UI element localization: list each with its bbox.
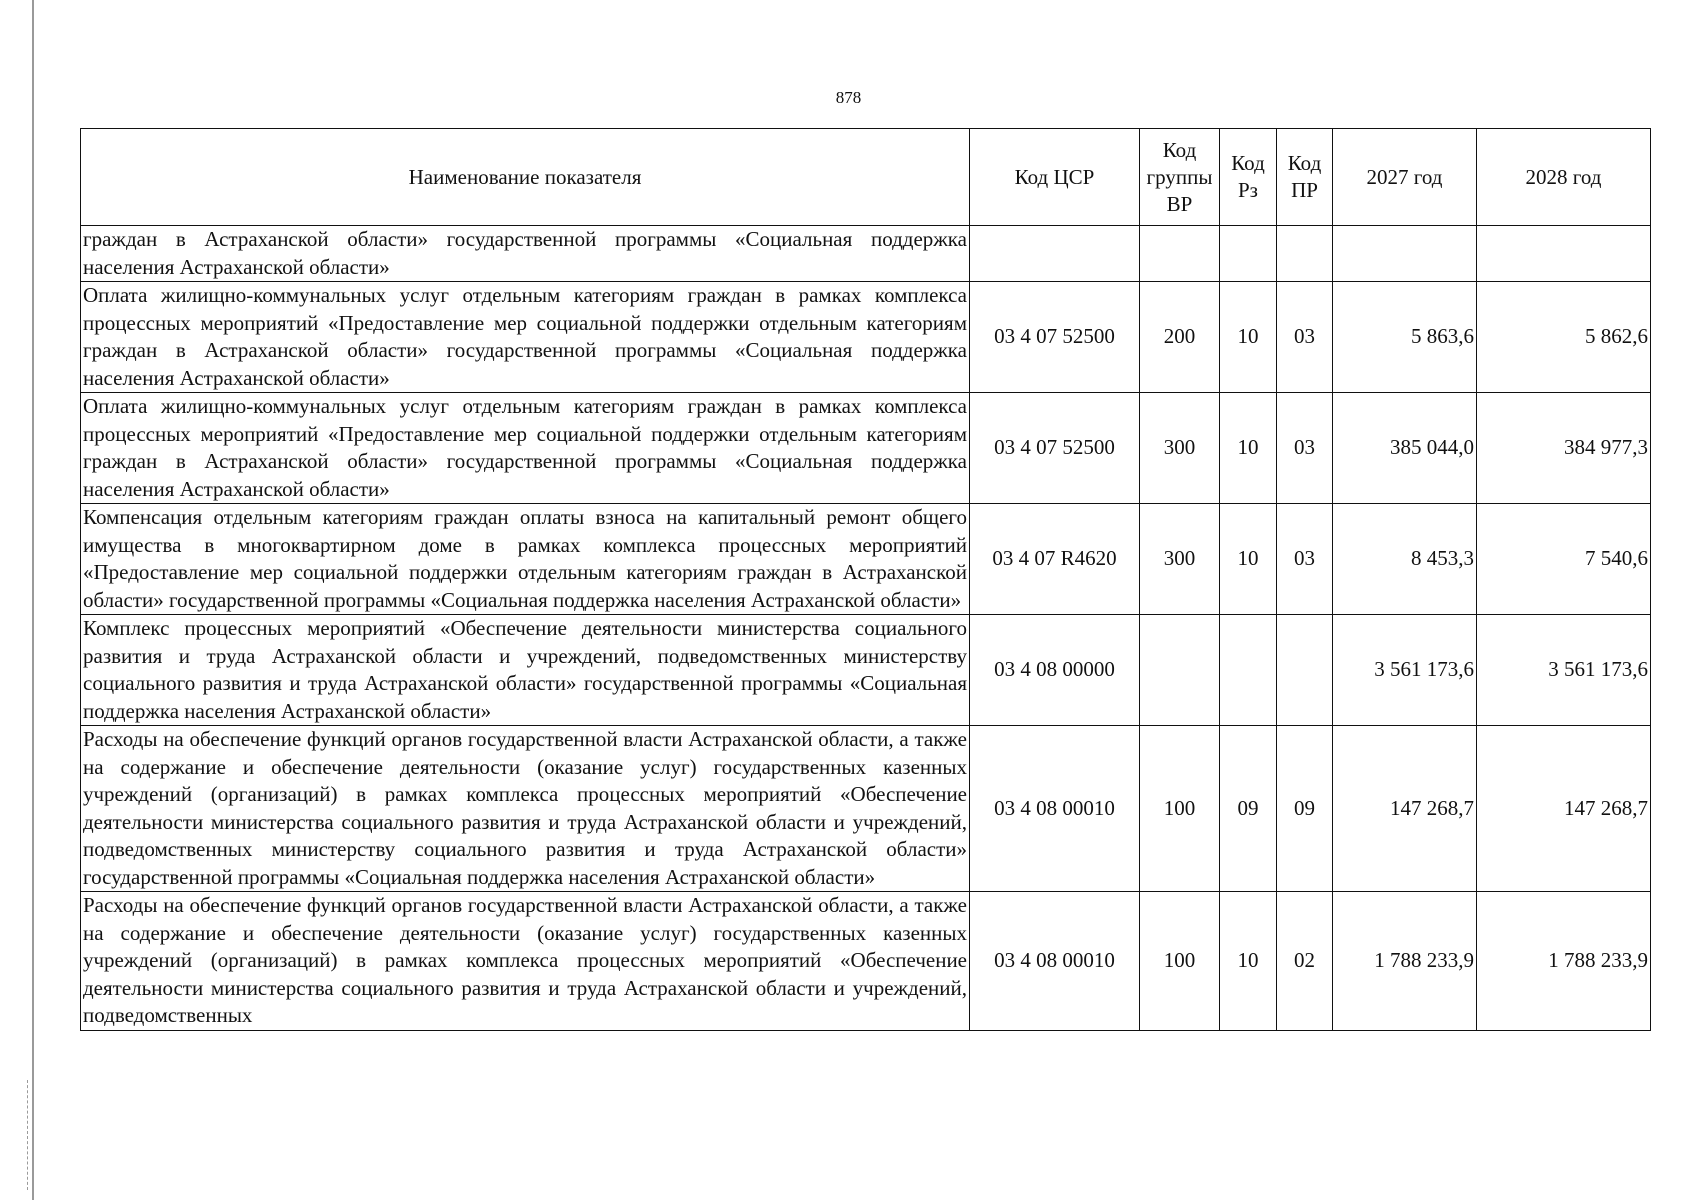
row-csr bbox=[970, 226, 1140, 282]
row-name: Расходы на обеспечение функций органов государственной власти Астраханской области, а также на содержание и обеспечение деятельности (оказание услуг) государственных казенных учреждений (организаций) в рамках комплекса процессных мероприятий «Обеспечение деятельности министерства социального развития и труда Астраханской области и учреждений, подведомственных bbox=[81, 892, 970, 1031]
row-2027: 5 863,6 bbox=[1333, 282, 1477, 393]
row-pr bbox=[1277, 226, 1333, 282]
table-row bbox=[81, 504, 1651, 615]
row-vr: 300 bbox=[1140, 393, 1220, 504]
header-pr: Код ПР bbox=[1277, 129, 1333, 226]
row-vr: 100 bbox=[1140, 892, 1220, 1031]
header-2027: 2027 год bbox=[1333, 129, 1477, 226]
row-rz: 10 bbox=[1220, 504, 1277, 615]
row-2028: 147 268,7 bbox=[1477, 726, 1651, 892]
row-rz: 10 bbox=[1220, 393, 1277, 504]
row-2028: 5 862,6 bbox=[1477, 282, 1651, 393]
row-2028 bbox=[1477, 226, 1651, 282]
row-vr bbox=[1140, 226, 1220, 282]
budget-table bbox=[80, 128, 1651, 1031]
row-2027: 147 268,7 bbox=[1333, 726, 1477, 892]
row-2028: 384 977,3 bbox=[1477, 393, 1651, 504]
row-vr: 200 bbox=[1140, 282, 1220, 393]
row-csr: 03 4 08 00000 bbox=[970, 615, 1140, 726]
row-csr: 03 4 07 R4620 bbox=[970, 504, 1140, 615]
header-name: Наименование показателя bbox=[81, 129, 970, 226]
row-2027 bbox=[1333, 226, 1477, 282]
row-pr bbox=[1277, 615, 1333, 726]
table-row bbox=[81, 226, 1651, 282]
row-rz bbox=[1220, 615, 1277, 726]
row-name: Расходы на обеспечение функций органов государственной власти Астраханской области, а также на содержание и обеспечение деятельности (оказание услуг) государственных казенных учреждений (организаций) в рамках комплекса процессных мероприятий «Обеспечение деятельности министерства социального развития и труда Астраханской области и учреждений, подведомственных министерству социального развития и труда Астраханской области» государственной программы «Социальная поддержка населения Астраханской области» bbox=[81, 726, 970, 892]
row-csr: 03 4 07 52500 bbox=[970, 393, 1140, 504]
row-csr: 03 4 08 00010 bbox=[970, 892, 1140, 1031]
row-csr: 03 4 08 00010 bbox=[970, 726, 1140, 892]
row-2027: 1 788 233,9 bbox=[1333, 892, 1477, 1031]
row-2027: 8 453,3 bbox=[1333, 504, 1477, 615]
row-name: Комплекс процессных мероприятий «Обеспечение деятельности министерства социального развития и труда Астраханской области и учреждений, подведомственных министерству социального развития и труда Астраханской области» государственной программы «Социальная поддержка населения Астраханской области» bbox=[81, 615, 970, 726]
row-pr: 03 bbox=[1277, 504, 1333, 615]
row-2027: 385 044,0 bbox=[1333, 393, 1477, 504]
row-2028: 1 788 233,9 bbox=[1477, 892, 1651, 1031]
row-2028: 7 540,6 bbox=[1477, 504, 1651, 615]
row-rz: 10 bbox=[1220, 892, 1277, 1031]
table-row bbox=[81, 726, 1651, 892]
table-row bbox=[81, 393, 1651, 504]
margin-dash bbox=[27, 1080, 29, 1190]
row-vr: 300 bbox=[1140, 504, 1220, 615]
table-row bbox=[81, 282, 1651, 393]
row-rz: 10 bbox=[1220, 282, 1277, 393]
row-2028: 3 561 173,6 bbox=[1477, 615, 1651, 726]
row-vr bbox=[1140, 615, 1220, 726]
row-pr: 02 bbox=[1277, 892, 1333, 1031]
row-name: Компенсация отдельным категориям граждан оплаты взноса на капитальный ремонт общего имущества в многоквартирном доме в рамках комплекса процессных мероприятий «Предоставление мер социальной поддержки отдельным категориям граждан в Астраханской области» государственной программы «Социальная поддержка населения Астраханской области» bbox=[81, 504, 970, 615]
row-2027: 3 561 173,6 bbox=[1333, 615, 1477, 726]
header-csr: Код ЦСР bbox=[970, 129, 1140, 226]
row-pr: 03 bbox=[1277, 393, 1333, 504]
header-vr: Код группы ВР bbox=[1140, 129, 1220, 226]
row-name: граждан в Астраханской области» государственной программы «Социальная поддержка населения Астраханской области» bbox=[81, 226, 970, 282]
row-csr: 03 4 07 52500 bbox=[970, 282, 1140, 393]
table-row bbox=[81, 615, 1651, 726]
row-rz bbox=[1220, 226, 1277, 282]
row-name: Оплата жилищно-коммунальных услуг отдельным категориям граждан в рамках комплекса процессных мероприятий «Предоставление мер социальной поддержки отдельным категориям граждан в Астраханской области» государственной программы «Социальная поддержка населения Астраханской области» bbox=[81, 282, 970, 393]
margin-line bbox=[32, 0, 34, 1200]
row-rz: 09 bbox=[1220, 726, 1277, 892]
header-2028: 2028 год bbox=[1477, 129, 1651, 226]
row-name: Оплата жилищно-коммунальных услуг отдельным категориям граждан в рамках комплекса процессных мероприятий «Предоставление мер социальной поддержки отдельным категориям граждан в Астраханской области» государственной программы «Социальная поддержка населения Астраханской области» bbox=[81, 393, 970, 504]
row-vr: 100 bbox=[1140, 726, 1220, 892]
table-header-row bbox=[81, 129, 1651, 226]
page-number: 878 bbox=[835, 88, 862, 107]
row-pr: 03 bbox=[1277, 282, 1333, 393]
header-rz: Код Рз bbox=[1220, 129, 1277, 226]
row-pr: 09 bbox=[1277, 726, 1333, 892]
table-row bbox=[81, 892, 1651, 1031]
